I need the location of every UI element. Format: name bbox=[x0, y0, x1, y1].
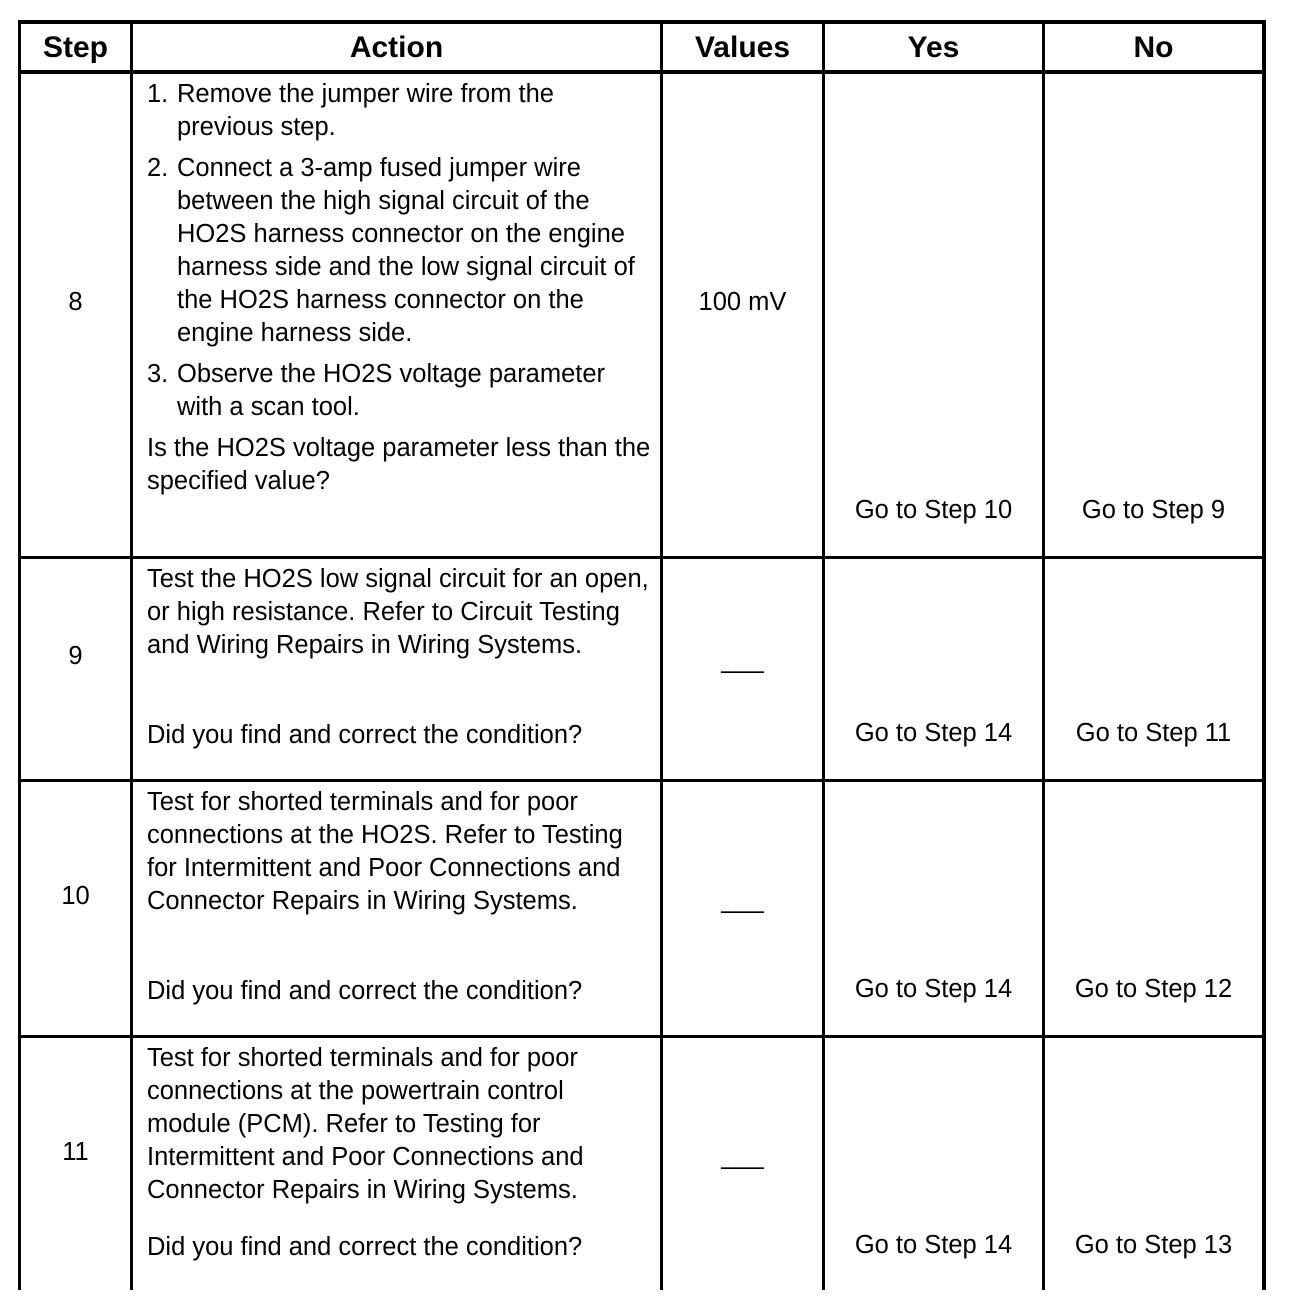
column-divider bbox=[822, 20, 825, 1290]
action-text: Test for shorted terminals and for poor connections at the HO2S. Refer to Testing for Intermittent and Poor Connections and Connector Repairs in Wiring Systems. bbox=[147, 788, 623, 915]
no-cell: Go to Step 12 bbox=[1074, 975, 1233, 1003]
action-question: Is the HO2S voltage parameter less than the specified value? bbox=[147, 434, 651, 495]
action-cell bbox=[147, 786, 652, 918]
action-cell bbox=[147, 563, 652, 662]
header-action: Action bbox=[349, 31, 444, 64]
yes-cell: Go to Step 14 bbox=[854, 719, 1013, 747]
step-number: 9 bbox=[68, 642, 83, 670]
yes-cell: Go to Step 14 bbox=[854, 1231, 1013, 1259]
action-cell bbox=[147, 78, 652, 498]
action-step: 3. Observe the HO2S voltage parameter with a scan tool. bbox=[147, 360, 606, 421]
yes-cell: Go to Step 14 bbox=[854, 975, 1013, 1003]
value-cell: ___ bbox=[721, 646, 764, 674]
column-divider bbox=[1042, 20, 1045, 1290]
step-number: 11 bbox=[62, 1138, 89, 1166]
no-cell: Go to Step 13 bbox=[1074, 1231, 1233, 1259]
action-question: Did you find and correct the condition? bbox=[147, 977, 583, 1005]
no-cell: Go to Step 9 bbox=[1081, 496, 1226, 524]
value-cell: ___ bbox=[721, 886, 764, 914]
action-cell bbox=[147, 1042, 652, 1207]
header-no: No bbox=[1133, 31, 1174, 64]
row-divider bbox=[18, 556, 1266, 559]
action-step: 1. Remove the jumper wire from the previous step. bbox=[147, 80, 554, 141]
value-cell: 100 mV bbox=[698, 288, 787, 316]
table-right-border bbox=[1262, 20, 1266, 1290]
step-number: 8 bbox=[68, 288, 83, 316]
no-cell: Go to Step 11 bbox=[1075, 719, 1232, 747]
action-question: Did you find and correct the condition? bbox=[147, 721, 583, 749]
value-cell: ___ bbox=[721, 1142, 764, 1170]
header-step: Step bbox=[42, 31, 108, 64]
action-step: 2. Connect a 3-amp fused jumper wire between the high signal circuit of the HO2S harness connector on the engine harness side and the low signal circuit of the HO2S harness connector on the engine harness side. bbox=[147, 154, 635, 347]
yes-cell: Go to Step 10 bbox=[854, 496, 1013, 524]
action-text: Test for shorted terminals and for poor connections at the powertrain control module (PCM). Refer to Testing for Intermittent and Poor Connections and Connector Repairs in Wiring Systems. bbox=[147, 1044, 584, 1204]
header-bottom-border bbox=[18, 70, 1266, 74]
column-divider bbox=[130, 20, 133, 1290]
table-top-border bbox=[18, 20, 1266, 24]
header-values: Values bbox=[694, 31, 791, 64]
row-divider bbox=[18, 1035, 1266, 1038]
action-question: Did you find and correct the condition? bbox=[147, 1233, 583, 1261]
header-yes: Yes bbox=[907, 31, 960, 64]
action-steps-list bbox=[147, 78, 652, 424]
action-text: Test the HO2S low signal circuit for an open, or high resistance. Refer to Circuit Testing and Wiring Repairs in Wiring Systems. bbox=[147, 565, 649, 659]
row-divider bbox=[18, 779, 1266, 782]
step-number: 10 bbox=[61, 882, 90, 910]
